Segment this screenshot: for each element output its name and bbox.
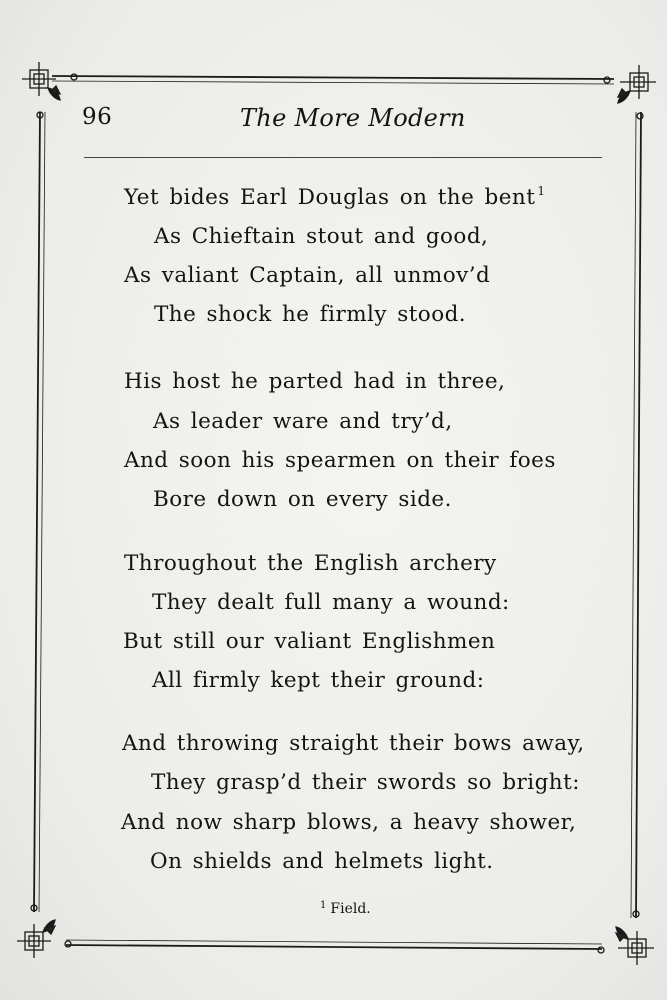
poem-line: On shields and helmets light. — [150, 849, 494, 874]
footnote-text: Field. — [330, 901, 371, 917]
poem-line: Throughout the English archery — [124, 551, 497, 576]
poem-line: All firmly kept their ground: — [152, 668, 485, 693]
poem-line: And throwing straight their bows away, — [122, 731, 585, 756]
poem-line: As leader ware and try’d, — [153, 409, 453, 434]
footnote — [320, 900, 371, 917]
poem-line: The shock he firmly stood. — [154, 302, 467, 327]
poem-line: But still our valiant Englishmen — [123, 629, 496, 654]
poem-line: As Chieftain stout and good, — [154, 224, 489, 249]
poem-line: As valiant Captain, all unmov’d — [124, 263, 491, 288]
poem-line: They grasp’d their swords so bright: — [151, 770, 580, 795]
poem-line: Bore down on every side. — [153, 487, 452, 512]
poem-line: They dealt full many a wound: — [152, 590, 510, 615]
poem-line: And soon his spearmen on their foes — [124, 448, 556, 473]
running-head: The More Modern — [240, 104, 466, 132]
poem-line — [124, 184, 545, 210]
page-number: 96 — [82, 104, 113, 130]
poem-line-text: Yet bides Earl Douglas on the bent — [124, 185, 536, 210]
poem-line: His host he parted had in three, — [124, 369, 506, 394]
footnote-mark: 1 — [320, 900, 327, 911]
poem-line: And now sharp blows, a heavy shower, — [121, 810, 577, 835]
footnote-reference: 1 — [537, 184, 546, 198]
